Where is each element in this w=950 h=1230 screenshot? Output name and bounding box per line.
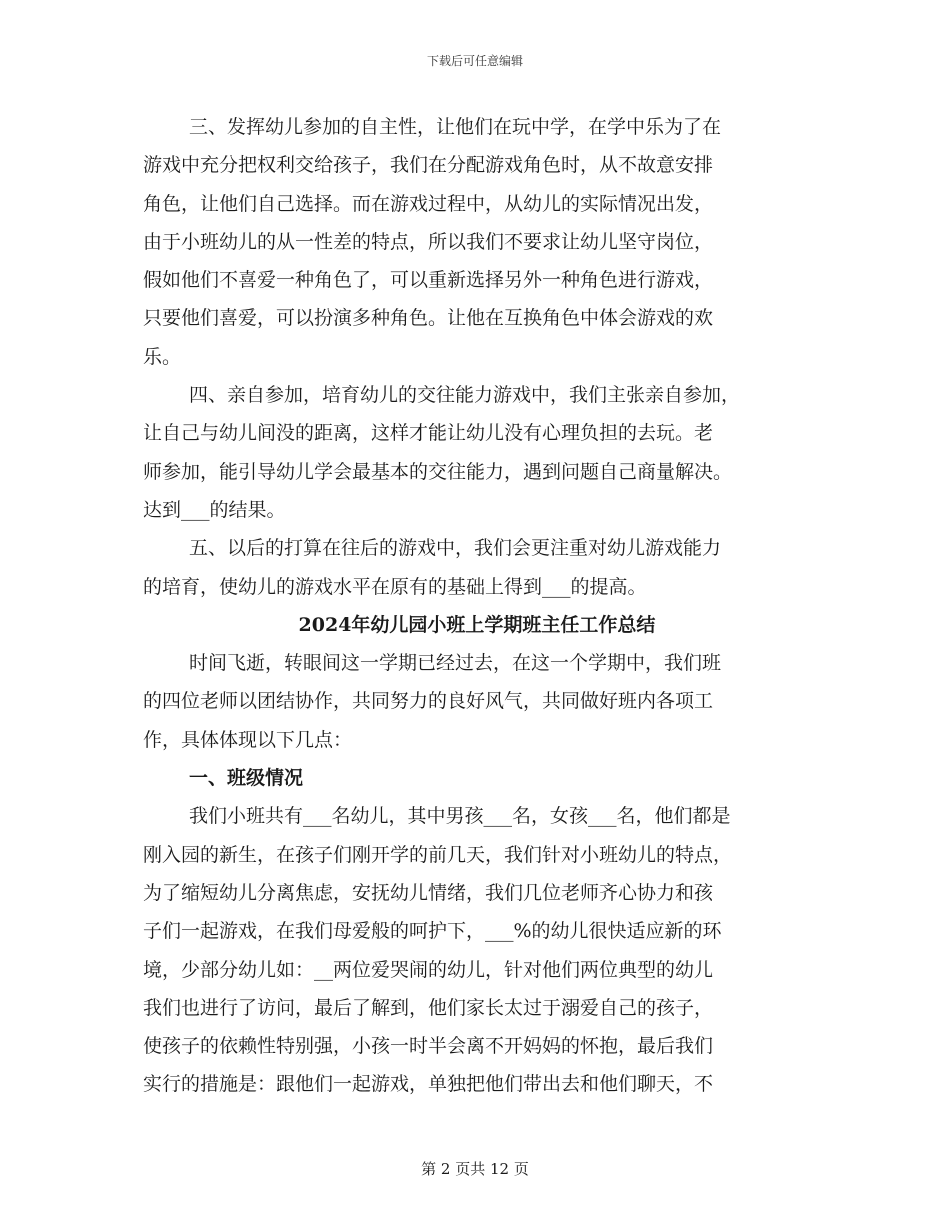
paragraph-line: 使孩子的依赖性特别强，小孩一时半会离不开妈妈的怀抱，最后我们 (143, 1035, 714, 1058)
page-number: 第 2 页共 12 页 (421, 1160, 529, 1178)
paragraph-line: 只要他们喜爱，可以扮演多种角色。让他在互换角色中体会游戏的欢 (143, 307, 714, 330)
paragraph-line: 师参加，能引导幼儿学会最基本的交往能力，遇到问题自己商量解决。 (143, 460, 733, 483)
paragraph-line: 实行的措施是：跟他们一起游戏，单独把他们带出去和他们聊天，不 (143, 1073, 714, 1096)
paragraph-line: 三、发挥幼儿参加的自主性，让他们在玩中学，在学中乐为了在 (189, 116, 722, 138)
paragraph-line: 我们小班共有___名幼儿，其中男孩___名，女孩___名，他们都是 (189, 805, 731, 828)
paragraph-line: 角色，让他们自己选择。而在游戏过程中，从幼儿的实际情况出发， (143, 192, 714, 215)
paragraph-line: 五、以后的打算在往后的游戏中，我们会更注重对幼儿游戏能力 (189, 537, 722, 560)
paragraph-line: 作，具体体现以下几点： (143, 728, 353, 751)
paragraph-line: 的培育，使幼儿的游戏水平在原有的基础上得到___的提高。 (143, 575, 647, 598)
paragraph-line: 乐。 (143, 345, 182, 368)
paragraph-line: 四、亲自参加，培育幼儿的交往能力游戏中，我们主张亲自参加， (189, 384, 741, 407)
page-header: 下载后可任意编辑 (426, 54, 523, 68)
paragraph-line: 由于小班幼儿的从一性差的特点，所以我们不要求让幼儿坚守岗位， (143, 230, 714, 253)
paragraph-line: 境，少部分幼儿如：__两位爱哭闹的幼儿，针对他们两位典型的幼儿 (143, 958, 714, 981)
paragraph-line: 让自己与幼儿间没的距离，这样才能让幼儿没有心理负担的去玩。老 (143, 422, 714, 445)
paragraph-line: 游戏中充分把权利交给孩子，我们在分配游戏角色时，从不故意安排 (143, 154, 714, 177)
paragraph-line: 刚入园的新生，在孩子们刚开学的前几天，我们针对小班幼儿的特点， (143, 843, 733, 866)
subsection-heading: 一、班级情况 (189, 767, 304, 790)
paragraph-line: 时间飞逝，转眼间这一学期已经过去，在这一个学期中，我们班 (189, 652, 722, 675)
paragraph-line: 为了缩短幼儿分离焦虑，安抚幼儿情绪，我们几位老师齐心协力和孩 (143, 881, 714, 904)
paragraph-line: 假如他们不喜爱一种角色了，可以重新选择另外一种角色进行游戏， (143, 269, 714, 292)
section-title: 2024年幼儿园小班上学期班主任工作总结 (298, 613, 656, 636)
document-body (143, 108, 811, 1104)
paragraph-line: 达到___的结果。 (143, 498, 286, 521)
paragraph-line: 子们一起游戏，在我们母爱般的呵护下，___%的幼儿很快适应新的环 (143, 920, 722, 943)
paragraph-line: 我们也进行了访问，最后了解到，他们家长太过于溺爱自己的孩子， (143, 996, 714, 1019)
paragraph-line: 的四位老师以团结协作，共同努力的良好风气，共同做好班内各项工 (143, 690, 714, 713)
